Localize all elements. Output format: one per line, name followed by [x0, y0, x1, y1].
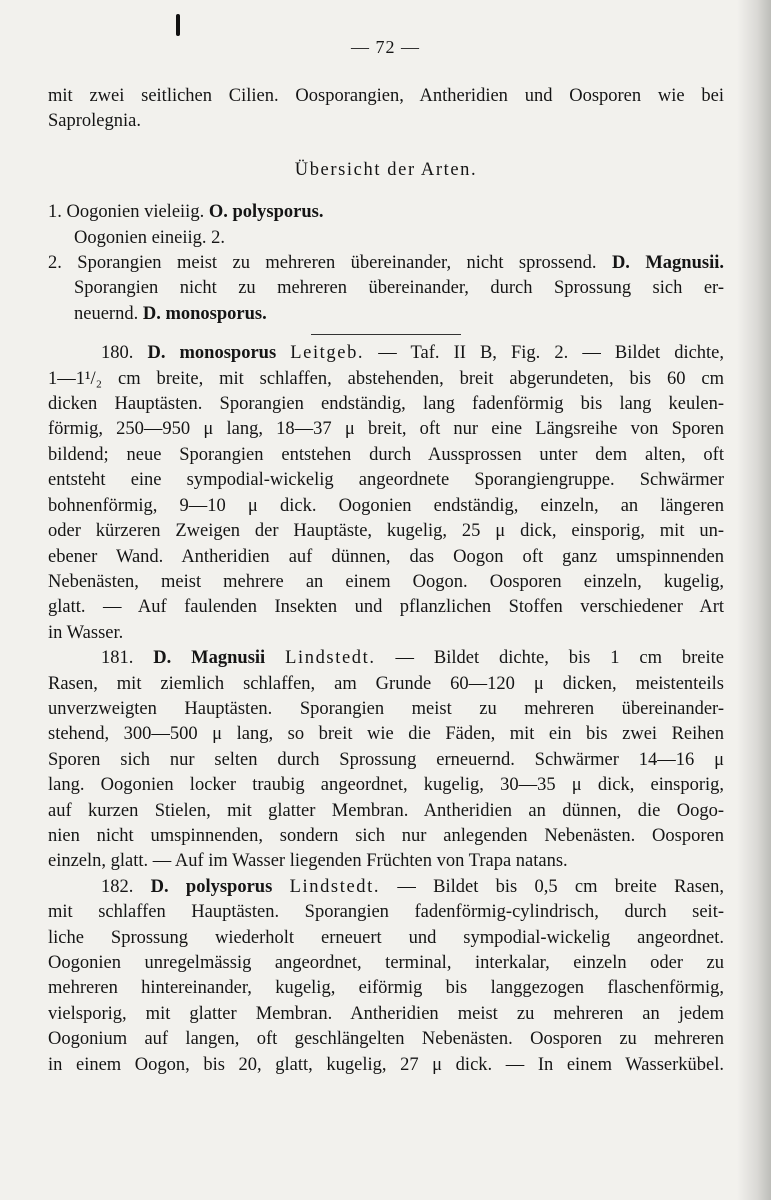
entry-180-line: ebener Wand. Antheridien auf dünnen, das Oogon oft ganz umspinnenden: [48, 546, 724, 567]
key-line-2: 2. Sporangien meist zu mehreren übereinander, nicht sprossend. D. Magnusii.: [48, 253, 724, 274]
entry-182-name: D. polysporus: [150, 876, 273, 897]
entry-182-author: Lindstedt.: [289, 876, 381, 897]
entry-181-author: Lindstedt.: [285, 648, 376, 669]
entry-180-last: in Wasser.: [48, 622, 124, 643]
entry-180-line: oder kürzeren Zweigen der Hauptäste, kugelig, 25 μ dick, einsporig, mit un-: [48, 521, 724, 542]
entry-182-line: mit schlaffen Hauptästen. Sporangien fadenförmig-cylindrisch, durch seit-: [48, 902, 724, 923]
entry-181-head: 181. D. Magnusii Lindstedt. — Bildet dichte, bis 1 cm breite: [101, 648, 725, 669]
key-line-2c: neuernd. D. monosporus.: [74, 303, 267, 324]
entry-181-name: D. Magnusii: [153, 648, 266, 669]
entry-180-line: Nebenästen, meist mehrere an einem Oogon. Oosporen einzeln, kugelig,: [48, 571, 724, 592]
page-body: [48, 84, 724, 1078]
entry-181-line: auf kurzen Stielen, mit glatter Membran. Antheridien an dünnen, die Oogo-: [48, 800, 724, 821]
key-line-1: 1. Oogonien vieleiig. O. polysporus.: [48, 202, 324, 223]
entry-180-line: förmig, 250—950 μ lang, 18—37 μ breit, oft nur eine Längsreihe von Sporen: [48, 419, 724, 440]
key-species-2: D. Magnusii.: [611, 253, 724, 274]
entry-181-last: einzeln, glatt. — Auf im Wasser liegenden Früchten von Trapa natans.: [48, 851, 568, 872]
entry-180-line: 1—1¹/₂ cm breite, mit schlaffen, abstehenden, breit abgerundeten, bis 60 cm: [48, 368, 724, 389]
entry-181-line: lang. Oogonien locker traubig angeordnet, kugelig, 30—35 μ dick, einsporig,: [48, 775, 724, 796]
entry-181-line: nien nicht umspinnenden, sondern sich nur anlegenden Nebenästen. Oosporen: [48, 825, 724, 846]
entry-180-line: entsteht eine sympodial-wickelig angeordnete Sporangiengruppe. Schwärmer: [48, 470, 724, 491]
entry-182-line: vielsporig, mit glatter Membran. Antheridien meist zu mehreren an jedem: [48, 1003, 724, 1024]
entry-182-line: liche Sprossung wiederholt erneuert und sympodial-wickelig angeordnet.: [48, 927, 724, 948]
entry-180-line: dicken Hauptästen. Sporangien endständig, lang fadenförmig bis lang keulen-: [48, 394, 724, 415]
entry-182-line: Oogonien unregelmässig angeordnet, terminal, interkalar, einzeln oder zu: [48, 953, 724, 973]
entry-180-line: bildend; neue Sporangien entstehen durch Aussprossen unter dem alten, oft: [48, 444, 724, 465]
section-heading: Übersicht der Arten.: [294, 159, 478, 180]
key-species-1: O. polysporus.: [208, 202, 324, 223]
entry-180-name: D. monosporus: [147, 343, 277, 364]
entry-181-line: unverzweigten Hauptästen. Sporangien meist zu mehreren übereinander-: [48, 698, 724, 719]
entry-181-line: Sporen sich nur selten durch Sprossung erneuernd. Schwärmer 14—16 μ: [48, 749, 724, 770]
entry-181-line: stehend, 300—500 μ lang, so breit wie die Fäden, mit ein bis zwei Reihen: [48, 724, 724, 745]
intro-line-2: Saprolegnia.: [48, 111, 141, 132]
entry-180-head: 180. D. monosporus Leitgeb. — Taf. II B, Fig. 2. — Bildet dichte,: [101, 343, 725, 364]
page-number: — 72 —: [351, 37, 420, 57]
key-line-1b: Oogonien eineiig. 2.: [74, 227, 226, 248]
entry-182-head: 182. D. polysporus Lindstedt. — Bildet bis 0,5 cm breite Rasen,: [101, 876, 725, 897]
entry-180-author: Leitgeb.: [290, 343, 365, 364]
page-edge-shadow: [737, 0, 771, 1200]
entry-180-line: glatt. — Auf faulenden Insekten und pflanzlichen Stoffen verschiedener Art: [48, 597, 724, 618]
entry-181-line: Rasen, mit ziemlich schlaffen, am Grunde 60—120 μ dicken, meistenteils: [48, 673, 724, 694]
key-species-3: D. monosporus.: [142, 303, 267, 324]
key-line-2b: Sporangien nicht zu mehreren übereinander, durch Sprossung sich er-: [74, 278, 724, 299]
ink-speck: [176, 14, 180, 36]
entry-182-line: in einem Oogon, bis 20, glatt, kugelig, 27 μ dick. — In einem Wasserkübel.: [48, 1054, 724, 1075]
intro-line-1: mit zwei seitlichen Cilien. Oosporangien, Antheridien und Oosporen wie bei: [48, 86, 724, 106]
separator-rule: [311, 334, 461, 335]
entry-180-line: bohnenförmig, 9—10 μ dick. Oogonien endständig, einzeln, an längeren: [48, 495, 724, 516]
entry-182-line: mehreren hintereinander, kugelig, eiförmig bis langgezogen flaschenförmig,: [48, 978, 724, 999]
entry-182-line: Oogonium auf langen, oft geschlängelten Nebenästen. Oosporen zu mehreren: [48, 1029, 724, 1050]
